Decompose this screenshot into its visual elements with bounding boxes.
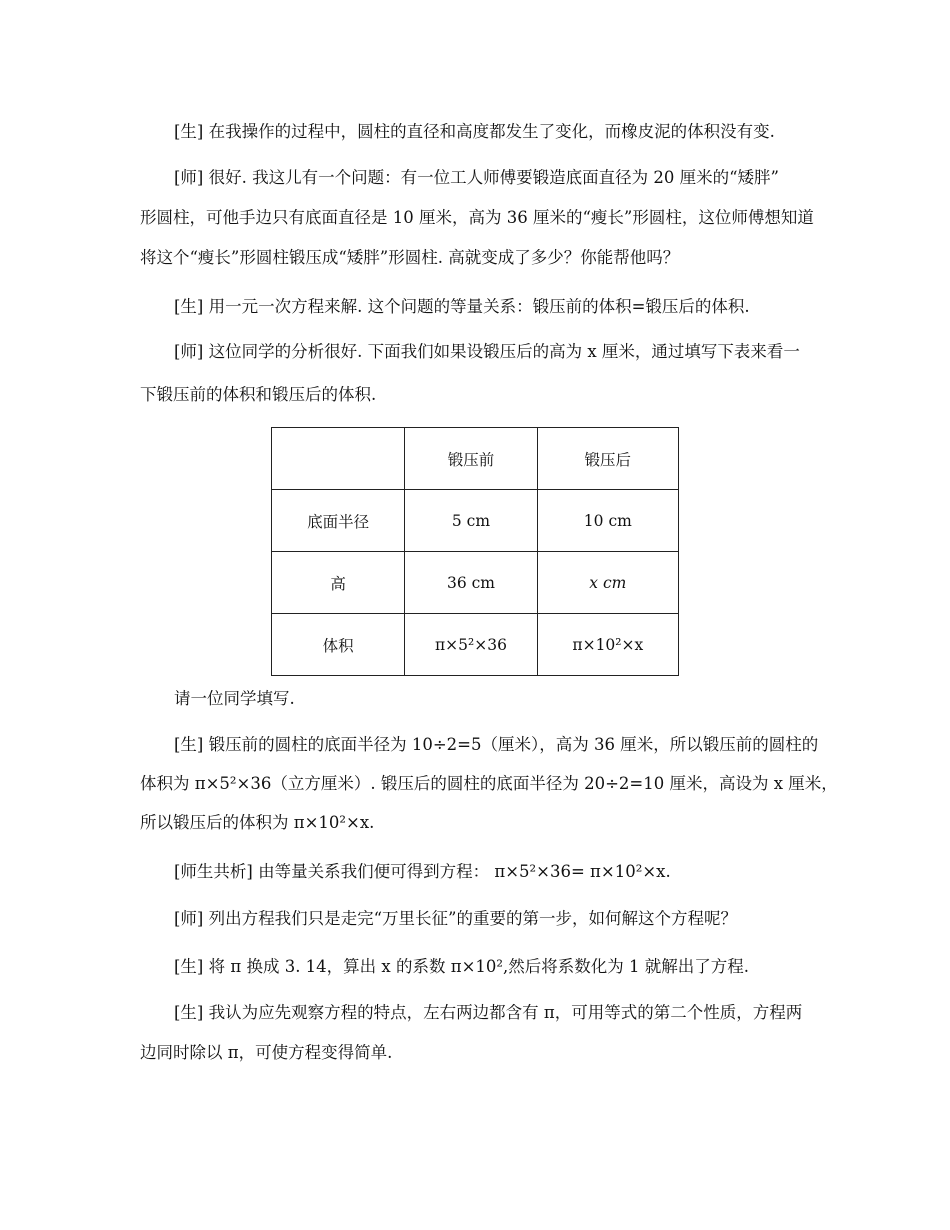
table-cell: 10 cm: [537, 490, 678, 552]
text-line: [师] 列出方程我们只是走完“万里长征”的重要的第一步，如何解这个方程呢？: [174, 909, 737, 928]
text-line: 所以锻压后的体积为 π×10²×x.: [140, 813, 375, 832]
text-line: 边同时除以 π，可使方程变得简单.: [140, 1043, 393, 1062]
table-header-row: [272, 428, 679, 490]
paragraph-student-equation-relation: [140, 290, 830, 323]
text-line: 下锻压前的体积和锻压后的体积.: [140, 385, 377, 404]
paragraph-joint-analysis: [140, 855, 830, 888]
table-cell: x cm: [537, 552, 678, 614]
paragraph-student-method-2: [140, 996, 830, 1069]
paragraph-student-calculation: [140, 728, 838, 839]
text-line: [生] 用一元一次方程来解. 这个问题的等量关系：锻压前的体积=锻压后的体积.: [174, 297, 750, 316]
paragraph-student-observation: [140, 115, 830, 148]
text-line: 将这个“瘦长”形圆柱锻压成“矮胖”形圆柱. 高就变成了多少？你能帮他吗？: [140, 248, 680, 267]
table-row-label: 体积: [272, 614, 405, 676]
table-row: [272, 490, 679, 552]
text-line: 体积为 π×5²×36（立方厘米）. 锻压后的圆柱的底面半径为 20÷2=10 厘米，高设为 x 厘米，: [140, 774, 838, 793]
text-line: [师生共析] 由等量关系我们便可得到方程： π×5²×36= π×10²×x.: [174, 862, 671, 881]
paragraph-request: [140, 682, 830, 715]
table-header-cell: 锻压后: [537, 428, 678, 490]
table-cell: π×10²×x: [537, 614, 678, 676]
text-line: [师] 这位同学的分析很好. 下面我们如果设锻压后的高为 x 厘米，通过填写下表来看一: [174, 342, 800, 361]
table-row: [272, 552, 679, 614]
table-row-label: 高: [272, 552, 405, 614]
paragraph-teacher-question: [140, 902, 830, 935]
paragraph-student-method-1: [140, 950, 830, 983]
text-line: [师] 很好. 我这儿有一个问题：有一位工人师傅要锻造底面直径为 20 厘米的“矮胖”: [174, 168, 779, 187]
table-cell: π×5²×36: [405, 614, 537, 676]
text-line: [生] 在我操作的过程中，圆柱的直径和高度都发生了变化，而橡皮泥的体积没有变.: [174, 122, 775, 141]
text-line: 请一位同学填写.: [174, 689, 295, 708]
table-cell: 5 cm: [405, 490, 537, 552]
table-row-label: 底面半径: [272, 490, 405, 552]
table-cell: 36 cm: [405, 552, 537, 614]
text-line: 形圆柱，可他手边只有底面直径是 10 厘米，高为 36 厘米的“瘦长”形圆柱，这位师傅想知道: [140, 208, 814, 227]
text-line: [生] 我认为应先观察方程的特点，左右两边都含有 π，可用等式的第二个性质，方程两: [174, 1003, 803, 1022]
table-header-cell: [272, 428, 405, 490]
paragraph-teacher-problem: [140, 161, 830, 274]
text-line: [生] 锻压前的圆柱的底面半径为 10÷2=5（厘米），高为 36 厘米，所以锻压前的圆柱的: [174, 735, 819, 754]
paragraph-teacher-table-intro: [140, 335, 830, 411]
volume-table: [271, 427, 679, 676]
text-line: [生] 将 π 换成 3. 14，算出 x 的系数 π×10²,然后将系数化为 1 就解出了方程.: [174, 957, 749, 976]
table-row: [272, 614, 679, 676]
table-header-cell: 锻压前: [405, 428, 537, 490]
